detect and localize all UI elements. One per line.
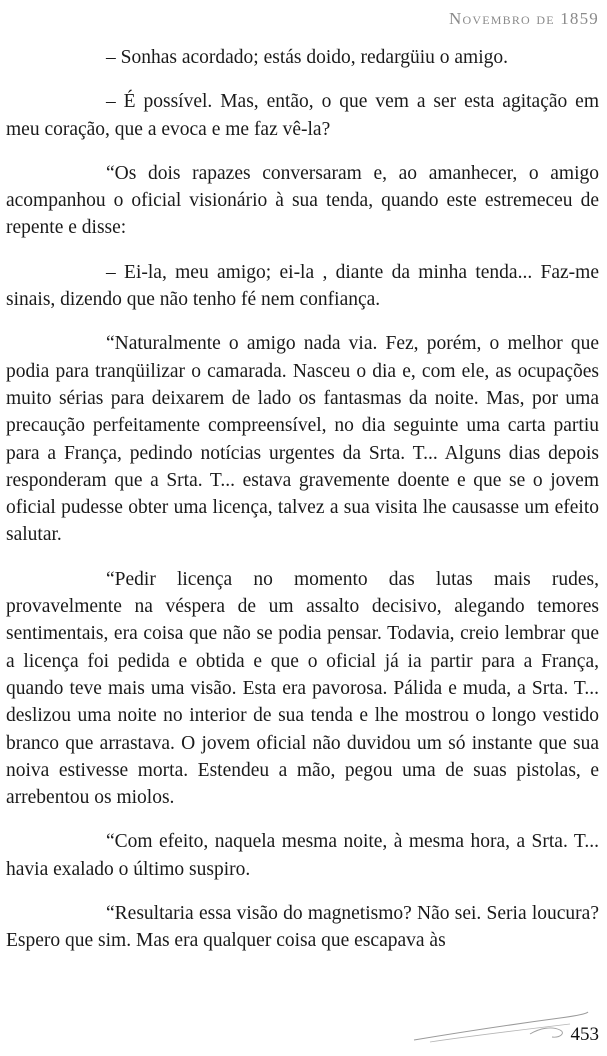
paragraph-8: “Resultaria essa visão do magnetismo? Não sei. Seria loucura? Espero que sim. Mas era qualquer coisa que escapava às xyxy=(6,903,599,952)
paragraph-4: – Ei-la, meu amigo; ei-la , diante da minha tenda... Faz-me sinais, dizendo que não tenho fé nem confiança. xyxy=(6,261,599,311)
paragraph-5: “Naturalmente o amigo nada via. Fez, porém, o melhor que podia para tranqüilizar o camarada. Nasceu o dia e, com ele, as ocupações muito sérias para deixarem de lado os fantasmas da noite. Mas, por uma precaução perfeitamente compreensível, no dia seguinte uma carta partiu para a França, pedindo notícias urgentes da Srta. T... Alguns dias depois responderam que a Srta. T... estava gravemente doente e que se o jovem oficial pudesse obter uma licença, talvez a sua visita lhe causasse um efeito salutar. xyxy=(6,333,599,546)
paragraph-3: “Os dois rapazes conversaram e, ao amanhecer, o amigo acompanhou o oficial visionário à sua tenda, quando este estremeceu de repente e disse: xyxy=(6,162,599,239)
swash-ornament-icon xyxy=(410,1004,590,1044)
body-text xyxy=(6,44,599,955)
paragraph-2: – É possível. Mas, então, o que vem a ser esta agitação em meu coração, que a evoca e me faz vê-la? xyxy=(6,91,599,140)
paragraph-6: “Pedir licença no momento das lutas mais rudes, provavelmente na véspera de um assalto decisivo, alegando temores sentimentais, era coisa que não se podia pensar. Todavia, creio lembrar que a licença foi pedida e obtida e que o oficial já ia partir para a França, quando teve mais uma visão. Esta era pavorosa. Pálida e muda, a Srta. T... deslizou uma noite no interior de sua tenda e lhe mostrou o longo vestido branco que arrastava. O jovem oficial não duvidou um só instante que sua noiva estivesse morta. Estendeu a mão, pegou uma de suas pistolas, e arrebentou os miolos. xyxy=(6,568,599,809)
running-header: Novembro de 1859 xyxy=(449,9,599,28)
paragraph-7: “Com efeito, naquela mesma noite, à mesma hora, a Srta. T... havia exalado o último suspiro. xyxy=(6,831,599,880)
page-number: 453 xyxy=(570,1024,599,1045)
paragraph-1: – Sonhas acordado; estás doido, redargüiu o amigo. xyxy=(106,47,509,68)
